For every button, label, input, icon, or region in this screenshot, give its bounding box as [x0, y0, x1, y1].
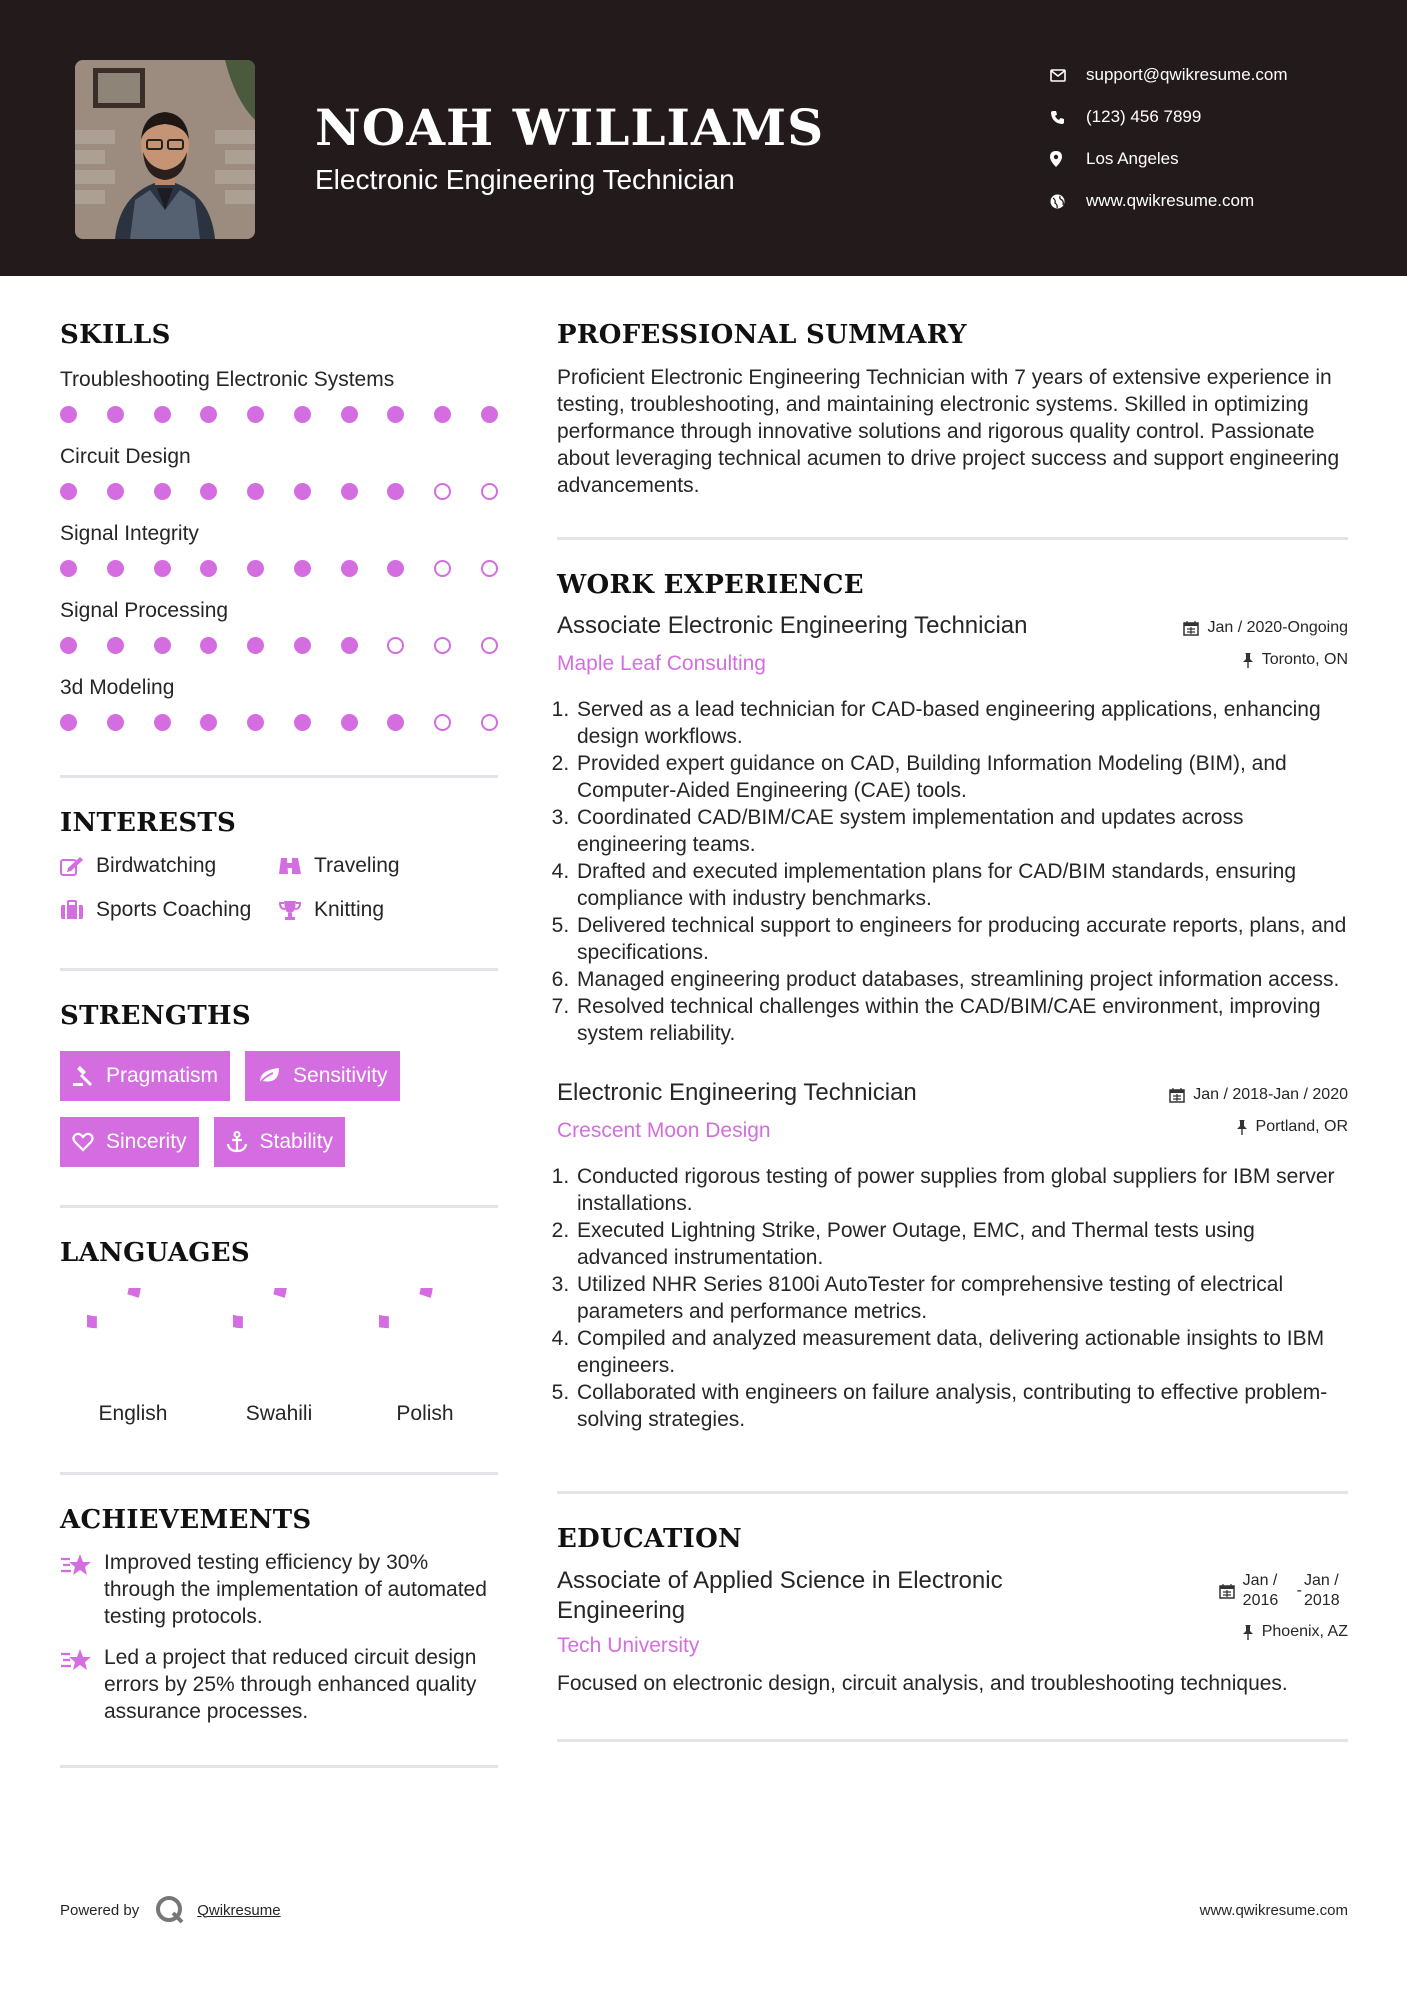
- skill-item: [60, 599, 498, 654]
- job-header: [557, 612, 1348, 676]
- strength-label: Stability: [259, 1130, 334, 1153]
- job-bullet: 2. Executed Lightning Strike, Power Outage, EMC, and Thermal tests using advanced instrumentation.: [575, 1217, 1348, 1271]
- strength-label: Sincerity: [106, 1130, 187, 1153]
- pushpin-icon: [1242, 1624, 1254, 1640]
- rating-dot-filled: [200, 483, 217, 500]
- interests-section: [60, 808, 498, 922]
- rating-dot-empty: [481, 483, 498, 500]
- rating-dot-filled: [341, 406, 358, 423]
- language-item: [352, 1288, 498, 1426]
- section-divider: [60, 968, 498, 971]
- pushpin-icon: [1236, 1119, 1248, 1135]
- rating-dot-filled: [294, 406, 311, 423]
- contact-phone[interactable]: [1050, 96, 1380, 138]
- rating-dot-filled: [154, 483, 171, 500]
- contact-website-text: www.qwikresume.com: [1086, 191, 1255, 210]
- section-divider: [60, 775, 498, 778]
- brand-link[interactable]: Qwikresume: [197, 1901, 281, 1919]
- anchor-icon: [226, 1131, 248, 1153]
- language-name: Swahili: [245, 1402, 313, 1425]
- company-name: Maple Leaf Consulting: [557, 652, 766, 675]
- rating-dot-filled: [60, 637, 77, 654]
- education-meta: [1219, 1566, 1348, 1648]
- rating-dot-filled: [60, 560, 77, 577]
- powered-by-label: Powered by: [60, 1901, 140, 1919]
- section-divider: [557, 1491, 1348, 1494]
- job-location: [1183, 644, 1348, 676]
- briefcase-icon: [60, 900, 96, 920]
- language-item: [206, 1288, 352, 1426]
- section-divider: [60, 1472, 498, 1475]
- job-location-text: Portland, OR: [1255, 1118, 1348, 1135]
- footer-website[interactable]: www.qwikresume.com: [1199, 1901, 1348, 1919]
- job-bullet: 1. Conducted rigorous testing of power supplies from global suppliers for IBM server installations.: [575, 1163, 1348, 1217]
- job-location-text: Toronto, ON: [1261, 651, 1348, 668]
- contact-phone-text: (123) 456 7899: [1086, 107, 1202, 126]
- rating-dot-filled: [387, 406, 404, 423]
- education-section: [557, 1524, 1348, 1697]
- education-heading: EDUCATION: [557, 1524, 743, 1554]
- job-header: [557, 1079, 1348, 1143]
- summary-heading: PROFESSIONAL SUMMARY: [557, 320, 967, 350]
- rating-dot-empty: [481, 637, 498, 654]
- rating-dot-filled: [107, 714, 124, 731]
- interests-heading: INTERESTS: [60, 808, 237, 838]
- skill-item: [60, 368, 498, 423]
- skill-rating: [60, 406, 498, 423]
- strength-tag: [60, 1051, 230, 1101]
- rating-dot-filled: [200, 560, 217, 577]
- edit-icon: [60, 856, 96, 876]
- globe-icon: [1050, 194, 1086, 209]
- left-column: [60, 320, 498, 1768]
- envelope-icon: [1050, 69, 1086, 82]
- summary-section: [557, 320, 1348, 499]
- interest-label: Knitting: [314, 898, 385, 921]
- skill-rating: [60, 560, 498, 577]
- job-bullet: 3. Utilized NHR Series 8100i AutoTester for comprehensive testing of electrical parameters and performance metrics.: [575, 1271, 1348, 1325]
- interest-item: [278, 898, 478, 922]
- rating-dot-empty: [434, 714, 451, 731]
- degree-title: Associate of Applied Science in Electronic Engineering: [557, 1567, 1003, 1624]
- contact-email-text: support@qwikresume.com: [1086, 65, 1288, 84]
- skill-name: 3d Modeling: [60, 676, 175, 699]
- language-ring: [233, 1288, 325, 1380]
- rating-dot-empty: [434, 637, 451, 654]
- job-bullet: 4. Compiled and analyzed measurement data, delivering actionable insights to IBM engineers.: [575, 1325, 1348, 1379]
- rating-dot-empty: [434, 560, 451, 577]
- achievement-text: Improved testing efficiency by 30% through the implementation of automated testing protocols.: [104, 1551, 487, 1628]
- rating-dot-filled: [341, 483, 358, 500]
- rating-dot-filled: [294, 560, 311, 577]
- experience-section: [557, 570, 1348, 1433]
- interest-label: Sports Coaching: [96, 898, 252, 921]
- job-title: Electronic Engineering Technician: [557, 1079, 917, 1106]
- skill-rating: [60, 714, 498, 731]
- rating-dot-filled: [387, 714, 404, 731]
- strength-tag: [60, 1117, 199, 1167]
- job-location: [1169, 1111, 1348, 1143]
- language-name: Polish: [396, 1402, 454, 1425]
- rating-dot-filled: [107, 637, 124, 654]
- star-icon: [60, 1549, 104, 1630]
- languages-list: [60, 1288, 498, 1426]
- job-bullets: [575, 1163, 1348, 1433]
- achievement-text: Led a project that reduced circuit design errors by 25% through enhanced quality assurance processes.: [104, 1646, 477, 1723]
- resume-header: [0, 0, 1407, 276]
- rating-dot-filled: [247, 560, 264, 577]
- contact-email[interactable]: [1050, 54, 1380, 96]
- rating-dot-filled: [341, 714, 358, 731]
- strength-label: Sensitivity: [293, 1064, 388, 1087]
- summary-text: Proficient Electronic Engineering Technician with 7 years of extensive experience in testing, troubleshooting, and maintaining electronic systems. Skilled in optimizing performance through innovative solutions and rigorous quality control. Passionate about leveraging technical acumen to drive project success and support engineering advancements.: [557, 366, 1340, 497]
- job-title: Associate Electronic Engineering Technician: [557, 612, 1028, 639]
- language-ring: [379, 1288, 471, 1380]
- language-item: [60, 1288, 206, 1426]
- gavel-icon: [72, 1065, 94, 1087]
- strengths-section: [60, 1001, 498, 1167]
- strengths-list: [60, 1051, 498, 1167]
- strength-label: Pragmatism: [106, 1064, 219, 1087]
- rating-dot-filled: [60, 406, 77, 423]
- job-bullet: 4. Drafted and executed implementation plans for CAD/BIM standards, ensuring compliance with industry benchmarks.: [575, 858, 1348, 912]
- company-name: Crescent Moon Design: [557, 1119, 771, 1142]
- skill-name: Signal Processing: [60, 599, 229, 622]
- interests-list: [60, 854, 498, 922]
- section-divider: [60, 1205, 498, 1208]
- rating-dot-filled: [247, 483, 264, 500]
- contact-location: [1050, 138, 1380, 180]
- interest-item: [60, 854, 278, 878]
- phone-icon: [1050, 110, 1086, 125]
- job-bullet: 5. Collaborated with engineers on failure analysis, contributing to effective problem-solving strategies.: [575, 1379, 1348, 1433]
- job-bullets: [575, 696, 1348, 1047]
- rating-dot-filled: [107, 406, 124, 423]
- achievement-item: [60, 1549, 498, 1630]
- achievements-section: [60, 1505, 498, 1725]
- rating-dot-filled: [294, 483, 311, 500]
- interest-label: Traveling: [314, 854, 400, 877]
- rating-dot-filled: [154, 637, 171, 654]
- skill-item: [60, 445, 498, 500]
- skill-rating: [60, 637, 498, 654]
- rating-dot-empty: [434, 483, 451, 500]
- candidate-title: Electronic Engineering Technician: [315, 164, 735, 195]
- calendar-icon: [1169, 1087, 1185, 1103]
- rating-dot-empty: [481, 560, 498, 577]
- education-date-separator: -: [1296, 1582, 1302, 1599]
- language-ring: [87, 1288, 179, 1380]
- skill-name: Circuit Design: [60, 445, 191, 468]
- languages-heading: LANGUAGES: [60, 1238, 250, 1268]
- trophy-icon: [278, 900, 314, 920]
- strength-tag: [214, 1117, 346, 1167]
- rating-dot-filled: [247, 637, 264, 654]
- calendar-icon: [1219, 1583, 1235, 1599]
- rating-dot-filled: [387, 483, 404, 500]
- skills-section: [60, 320, 498, 731]
- rating-dot-filled: [247, 714, 264, 731]
- rating-dot-filled: [60, 483, 77, 500]
- job-dates: [1183, 612, 1348, 644]
- job-entry: [557, 612, 1348, 1047]
- strength-tag: [245, 1051, 400, 1101]
- interest-item: [60, 898, 278, 922]
- leaf-icon: [257, 1066, 281, 1086]
- page-footer: [60, 1895, 1348, 1925]
- candidate-name: NOAH WILLIAMS: [315, 98, 825, 157]
- rating-dot-filled: [154, 560, 171, 577]
- job-bullet: 2. Provided expert guidance on CAD, Building Information Modeling (BIM), and Computer-Aided Engineering (CAE) tools.: [575, 750, 1348, 804]
- education-header: [557, 1566, 1348, 1658]
- job-bullet: 7. Resolved technical challenges within the CAD/BIM/CAE environment, improving system reliability.: [575, 993, 1348, 1047]
- skill-item: [60, 522, 498, 577]
- strengths-heading: STRENGTHS: [60, 1001, 251, 1031]
- achievement-item: [60, 1644, 498, 1725]
- languages-section: [60, 1238, 498, 1426]
- rating-dot-filled: [107, 560, 124, 577]
- rating-dot-filled: [341, 560, 358, 577]
- rating-dot-filled: [294, 637, 311, 654]
- rating-dot-filled: [294, 714, 311, 731]
- qwikresume-logo-icon: [155, 1895, 185, 1925]
- skill-item: [60, 676, 498, 731]
- education-date-start: Jan / 2016: [1242, 1572, 1279, 1609]
- pushpin-icon: [1242, 652, 1254, 668]
- rating-dot-filled: [200, 637, 217, 654]
- rating-dot-filled: [107, 483, 124, 500]
- job-dates-text: Jan / 2018-Jan / 2020: [1193, 1086, 1348, 1103]
- rating-dot-filled: [200, 406, 217, 423]
- education-dates: [1219, 1566, 1348, 1616]
- star-icon: [60, 1644, 104, 1725]
- education-location-text: Phoenix, AZ: [1261, 1623, 1348, 1640]
- contact-location-text: Los Angeles: [1086, 149, 1179, 168]
- interest-label: Birdwatching: [96, 854, 217, 877]
- experience-heading: WORK EXPERIENCE: [557, 570, 864, 600]
- job-bullet: 3. Coordinated CAD/BIM/CAE system implementation and updates across engineering teams.: [575, 804, 1348, 858]
- rating-dot-empty: [387, 637, 404, 654]
- calendar-icon: [1183, 620, 1199, 636]
- job-bullet: 5. Delivered technical support to engineers for producing accurate reports, plans, and specifications.: [575, 912, 1348, 966]
- job-bullet: 1. Served as a lead technician for CAD-based engineering applications, enhancing design workflows.: [575, 696, 1348, 750]
- rating-dot-filled: [247, 406, 264, 423]
- heart-icon: [72, 1132, 94, 1152]
- rating-dot-filled: [434, 406, 451, 423]
- section-divider: [557, 537, 1348, 540]
- binoculars-icon: [278, 856, 314, 876]
- achievements-heading: ACHIEVEMENTS: [60, 1505, 312, 1535]
- contact-list: [1050, 54, 1380, 222]
- education-location: [1219, 1616, 1348, 1648]
- rating-dot-filled: [341, 637, 358, 654]
- job-bullet: 6. Managed engineering product databases, streamlining project information access.: [575, 966, 1348, 993]
- rating-dot-filled: [481, 406, 498, 423]
- section-divider: [60, 1765, 498, 1768]
- section-divider: [557, 1739, 1348, 1742]
- rating-dot-filled: [200, 714, 217, 731]
- rating-dot-filled: [387, 560, 404, 577]
- map-pin-icon: [1050, 151, 1086, 167]
- skill-name: Troubleshooting Electronic Systems: [60, 368, 395, 391]
- job-meta: [1183, 612, 1348, 676]
- skills-heading: SKILLS: [60, 320, 171, 350]
- job-entry: [557, 1079, 1348, 1433]
- contact-website[interactable]: [1050, 180, 1380, 222]
- job-dates-text: Jan / 2020-Ongoing: [1207, 619, 1348, 636]
- right-column: [557, 320, 1348, 1742]
- school-name: Tech University: [557, 1634, 700, 1657]
- skill-rating: [60, 483, 498, 500]
- rating-dot-filled: [154, 406, 171, 423]
- interest-item: [278, 854, 478, 878]
- rating-dot-filled: [154, 714, 171, 731]
- education-date-end: Jan / 2018: [1304, 1572, 1340, 1609]
- job-dates: [1169, 1079, 1348, 1111]
- rating-dot-empty: [481, 714, 498, 731]
- powered-by: [60, 1895, 281, 1925]
- language-name: English: [98, 1402, 168, 1425]
- profile-photo: [75, 60, 255, 239]
- education-description: Focused on electronic design, circuit analysis, and troubleshooting techniques.: [557, 1672, 1288, 1695]
- rating-dot-filled: [60, 714, 77, 731]
- skill-name: Signal Integrity: [60, 522, 199, 545]
- job-meta: [1169, 1079, 1348, 1143]
